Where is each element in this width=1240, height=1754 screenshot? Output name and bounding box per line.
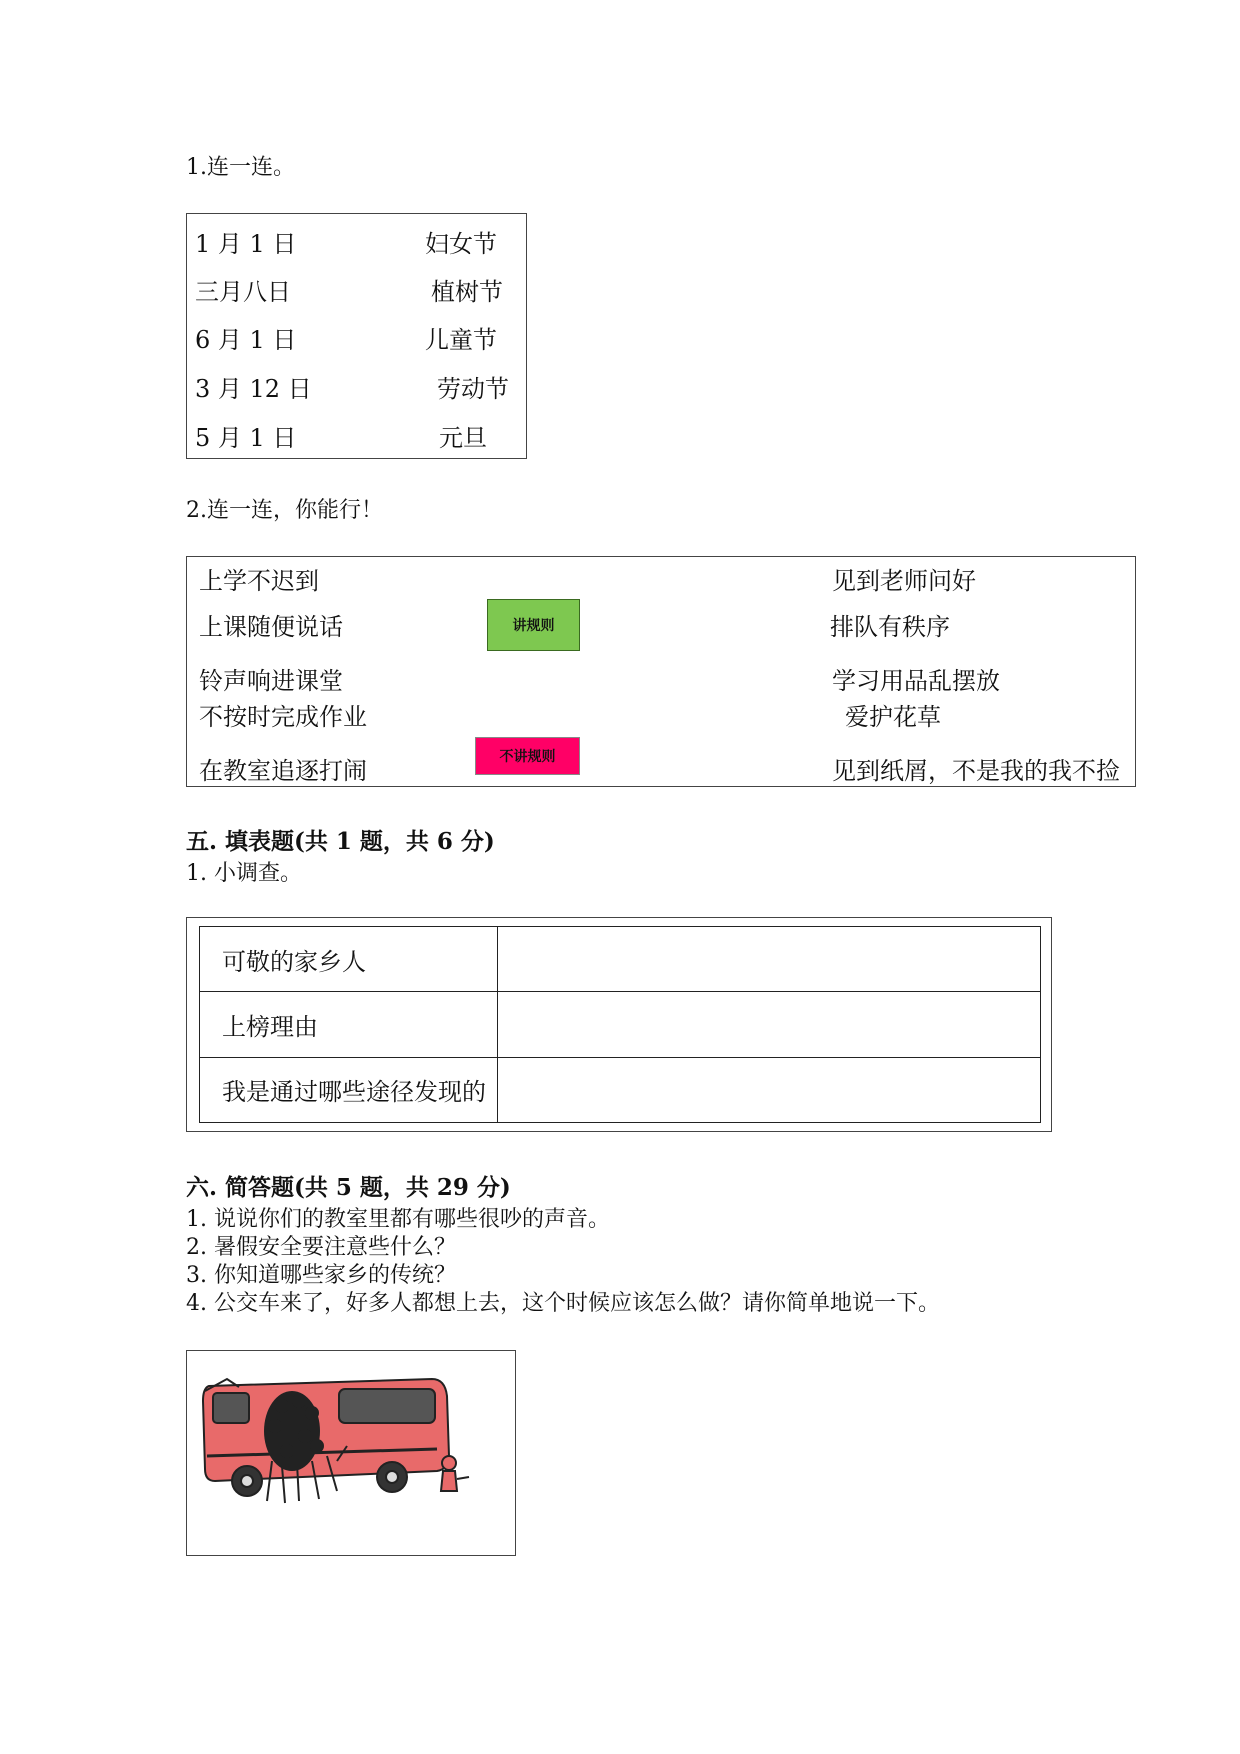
- short-answer-question: 3. 你知道哪些家乡的传统？: [186, 1263, 456, 1288]
- survey-label: 我是通过哪些途径发现的: [200, 1057, 498, 1122]
- section5-question: 1. 小调查。: [186, 861, 302, 886]
- behavior-left: 不按时完成作业: [199, 703, 367, 731]
- behavior-right: 见到纸屑，不是我的我不捡: [832, 757, 1120, 785]
- date-item: 三月八日: [195, 278, 291, 306]
- survey-table-wrap: [199, 926, 1041, 1123]
- festival-item: 儿童节: [425, 326, 497, 354]
- table-row: [200, 927, 1041, 992]
- behavior-left: 铃声响进课堂: [199, 667, 343, 695]
- q2-match-box: [186, 556, 1136, 787]
- behavior-left: 上课随便说话: [199, 613, 343, 641]
- table-row: [200, 992, 1041, 1057]
- survey-label: 可敬的家乡人: [200, 927, 498, 992]
- section5-heading: 五. 填表题(共 1 题，共 6 分): [186, 828, 495, 855]
- festival-item: 植树节: [431, 278, 503, 306]
- q1-title: 1.连一连。: [186, 155, 295, 180]
- survey-answer-cell[interactable]: [498, 927, 1041, 992]
- survey-label: 上榜理由: [200, 992, 498, 1057]
- behavior-right: 排队有秩序: [830, 613, 950, 641]
- date-item: 1 月 1 日: [195, 230, 297, 258]
- bus-image-frame: [186, 1350, 516, 1556]
- survey-table: [199, 926, 1041, 1123]
- festival-item: 劳动节: [437, 375, 509, 403]
- follow-rules-label: 讲规则: [487, 599, 580, 651]
- short-answer-question: 1. 说说你们的教室里都有哪些很吵的声音。: [186, 1207, 610, 1232]
- section6-heading: 六. 简答题(共 5 题，共 29 分): [186, 1174, 511, 1201]
- table-row: [200, 1057, 1041, 1122]
- bus-crowd-icon: [187, 1351, 514, 1554]
- short-answer-question: 4. 公交车来了，好多人都想上去，这个时候应该怎么做？请你简单地说一下。: [186, 1291, 940, 1316]
- date-item: 6 月 1 日: [195, 326, 297, 354]
- break-rules-label: 不讲规则: [475, 737, 580, 775]
- behavior-right: 见到老师问好: [832, 567, 976, 595]
- survey-answer-cell[interactable]: [498, 992, 1041, 1057]
- date-item: 3 月 12 日: [195, 375, 312, 403]
- survey-outer-frame: [186, 917, 1052, 1132]
- date-item: 5 月 1 日: [195, 424, 297, 452]
- festival-item: 妇女节: [425, 230, 497, 258]
- behavior-right: 学习用品乱摆放: [832, 667, 1000, 695]
- q1-match-box: [186, 213, 527, 459]
- survey-answer-cell[interactable]: [498, 1057, 1041, 1122]
- short-answer-question: 2. 暑假安全要注意些什么？: [186, 1235, 456, 1260]
- behavior-right: 爱护花草: [845, 703, 941, 731]
- behavior-left: 在教室追逐打闹: [199, 757, 367, 785]
- q2-title: 2.连一连，你能行！: [186, 498, 383, 523]
- behavior-left: 上学不迟到: [199, 567, 319, 595]
- festival-item: 元旦: [439, 424, 487, 452]
